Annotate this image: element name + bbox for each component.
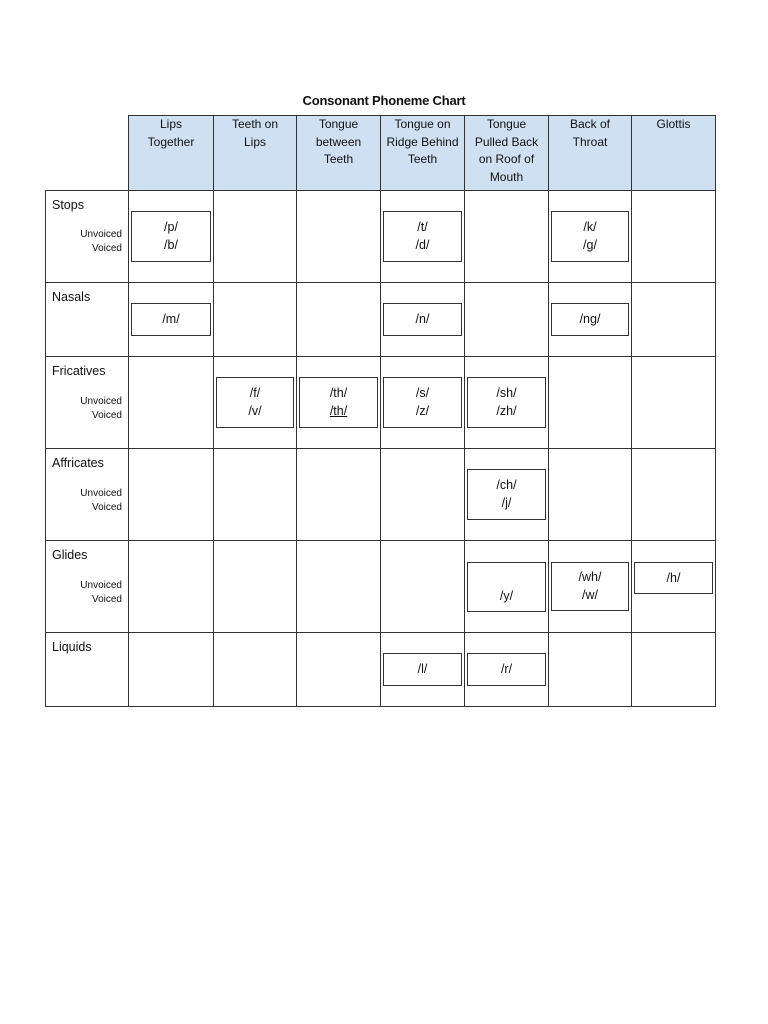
voiced-label: Voiced <box>91 409 122 421</box>
column-header-lips-together <box>129 116 214 191</box>
header-line: Together <box>147 134 195 149</box>
phoneme-voiced: /w/ <box>582 588 598 602</box>
cell-stops-glottis <box>632 191 716 283</box>
phoneme-box <box>383 653 462 686</box>
phoneme-box <box>383 303 462 336</box>
chart-title: Consonant Phoneme Chart <box>302 93 466 108</box>
cell-nasals-ridge <box>381 283 465 357</box>
cell-liquids-pulled-back <box>465 633 549 707</box>
voiced-label: Voiced <box>91 242 122 254</box>
cell-stops-pulled-back <box>465 191 549 283</box>
header-line: Back of <box>569 117 611 131</box>
row-glides <box>46 541 716 633</box>
header-line: Tongue on <box>394 117 451 131</box>
voiced-label: Voiced <box>91 501 122 513</box>
cell-glides-throat <box>549 541 632 633</box>
unvoiced-label: Unvoiced <box>80 488 122 499</box>
row-title: Stops <box>52 198 84 212</box>
phoneme: /n/ <box>415 312 430 326</box>
phoneme-box <box>383 377 462 428</box>
phoneme-box <box>131 303 211 336</box>
cell-liquids-lips <box>129 633 214 707</box>
voicing-labels <box>80 395 122 422</box>
cell-affricates-ridge <box>381 449 465 541</box>
cell-fricatives-between-teeth <box>297 357 381 449</box>
row-liquids <box>46 633 716 707</box>
unvoiced-label: Unvoiced <box>80 580 122 591</box>
header-line: Ridge Behind <box>386 134 459 149</box>
cell-fricatives-ridge <box>381 357 465 449</box>
phoneme: /r/ <box>500 662 513 676</box>
phoneme-unvoiced: /wh/ <box>578 570 602 584</box>
row-title: Fricatives <box>52 364 106 378</box>
cell-glides-ridge <box>381 541 465 633</box>
header-line: between <box>315 134 362 149</box>
row-header-glides <box>46 541 129 633</box>
cell-affricates-throat <box>549 449 632 541</box>
header-line: Throat <box>572 134 608 149</box>
row-fricatives <box>46 357 716 449</box>
phoneme-voiced: /y/ <box>499 589 514 603</box>
cell-glides-pulled-back <box>465 541 549 633</box>
phoneme-box <box>383 211 462 262</box>
phoneme-unvoiced: /th/ <box>329 386 348 400</box>
phoneme-voiced: /z/ <box>415 404 430 418</box>
row-nasals <box>46 283 716 357</box>
phoneme-unvoiced: /s/ <box>415 386 430 400</box>
cell-affricates-lips <box>129 449 214 541</box>
cell-glides-glottis <box>632 541 716 633</box>
column-header-tongue-between-teeth <box>297 116 381 191</box>
phoneme: /ng/ <box>579 312 601 326</box>
row-header-liquids <box>46 633 129 707</box>
cell-affricates-pulled-back <box>465 449 549 541</box>
cell-affricates-glottis <box>632 449 716 541</box>
cell-liquids-ridge <box>381 633 465 707</box>
phoneme-unvoiced: /sh/ <box>496 386 517 400</box>
cell-nasals-teeth-lips <box>214 283 297 357</box>
cell-liquids-between-teeth <box>297 633 381 707</box>
cell-glides-lips <box>129 541 214 633</box>
cell-nasals-pulled-back <box>465 283 549 357</box>
cell-fricatives-glottis <box>632 357 716 449</box>
header-line: Teeth <box>323 152 354 166</box>
header-line: Tongue <box>318 117 359 131</box>
cell-stops-teeth-lips <box>214 191 297 283</box>
voiced-label: Voiced <box>91 593 122 605</box>
row-stops <box>46 191 716 283</box>
header-line: Lips <box>159 117 182 131</box>
phoneme-box <box>467 377 546 428</box>
cell-stops-lips <box>129 191 214 283</box>
row-title: Liquids <box>52 640 92 654</box>
row-affricates <box>46 449 716 541</box>
column-header-back-of-throat <box>549 116 632 191</box>
phoneme-box <box>299 377 378 428</box>
cell-nasals-throat <box>549 283 632 357</box>
voicing-labels <box>80 487 122 514</box>
phoneme: /m/ <box>162 312 180 326</box>
voicing-labels <box>80 228 122 255</box>
phoneme-unvoiced: /f/ <box>249 386 261 400</box>
consonant-phoneme-table <box>45 115 716 707</box>
cell-liquids-throat <box>549 633 632 707</box>
phoneme-unvoiced: /ch/ <box>496 478 517 492</box>
phoneme: /l/ <box>417 662 428 676</box>
row-header-stops <box>46 191 129 283</box>
phoneme-unvoiced: /t/ <box>417 220 428 234</box>
cell-glides-teeth-lips <box>214 541 297 633</box>
cell-fricatives-lips <box>129 357 214 449</box>
phoneme-unvoiced: /h/ <box>666 571 681 585</box>
cell-nasals-glottis <box>632 283 716 357</box>
unvoiced-label: Unvoiced <box>80 396 122 407</box>
header-line: Teeth on <box>231 117 279 131</box>
header-line: Pulled Back <box>474 134 539 149</box>
phoneme-voiced: /j/ <box>501 496 512 510</box>
corner-cell <box>46 116 129 191</box>
header-row <box>46 116 716 191</box>
cell-stops-throat <box>549 191 632 283</box>
phoneme-box <box>467 469 546 520</box>
row-header-fricatives <box>46 357 129 449</box>
unvoiced-label: Unvoiced <box>80 229 122 240</box>
row-header-affricates <box>46 449 129 541</box>
header-line: Teeth <box>407 152 438 166</box>
cell-fricatives-teeth-lips <box>214 357 297 449</box>
phoneme-voiced: /g/ <box>583 238 597 252</box>
phoneme-box <box>131 211 211 262</box>
phoneme-voiced: /d/ <box>415 238 430 252</box>
phoneme-box <box>467 562 546 612</box>
phoneme-box <box>634 562 713 594</box>
header-line: on Roof of <box>478 152 535 166</box>
cell-nasals-lips <box>129 283 214 357</box>
phoneme-voiced: /b/ <box>164 238 178 252</box>
header-line: Glottis <box>656 117 691 131</box>
cell-affricates-between-teeth <box>297 449 381 541</box>
header-line: Tongue <box>486 117 527 131</box>
cell-liquids-teeth-lips <box>214 633 297 707</box>
cell-fricatives-throat <box>549 357 632 449</box>
column-header-teeth-on-lips <box>214 116 297 191</box>
phoneme-box <box>551 211 629 262</box>
cell-stops-ridge <box>381 191 465 283</box>
row-title: Affricates <box>52 456 104 470</box>
phoneme-voiced: /zh/ <box>496 404 517 418</box>
phoneme-unvoiced: /k/ <box>583 220 597 234</box>
phoneme-box <box>551 562 629 611</box>
phoneme-box <box>551 303 629 336</box>
header-line: Lips <box>243 134 266 149</box>
cell-stops-between-teeth <box>297 191 381 283</box>
column-header-tongue-on-ridge <box>381 116 465 191</box>
cell-affricates-teeth-lips <box>214 449 297 541</box>
cell-liquids-glottis <box>632 633 716 707</box>
row-title: Glides <box>52 548 88 562</box>
column-header-tongue-pulled-back <box>465 116 549 191</box>
cell-glides-between-teeth <box>297 541 381 633</box>
column-header-glottis <box>632 116 716 191</box>
cell-nasals-between-teeth <box>297 283 381 357</box>
header-line: Mouth <box>489 169 524 184</box>
row-title: Nasals <box>52 290 91 304</box>
phoneme-voiced: /v/ <box>248 404 262 418</box>
phoneme-unvoiced <box>468 569 545 587</box>
phoneme-box <box>467 653 546 686</box>
phoneme-unvoiced: /p/ <box>164 220 178 234</box>
voicing-labels <box>80 579 122 606</box>
phoneme-voiced-underlined: /th/ <box>329 404 348 418</box>
row-header-nasals <box>46 283 129 357</box>
cell-fricatives-pulled-back <box>465 357 549 449</box>
phoneme-box <box>216 377 294 428</box>
